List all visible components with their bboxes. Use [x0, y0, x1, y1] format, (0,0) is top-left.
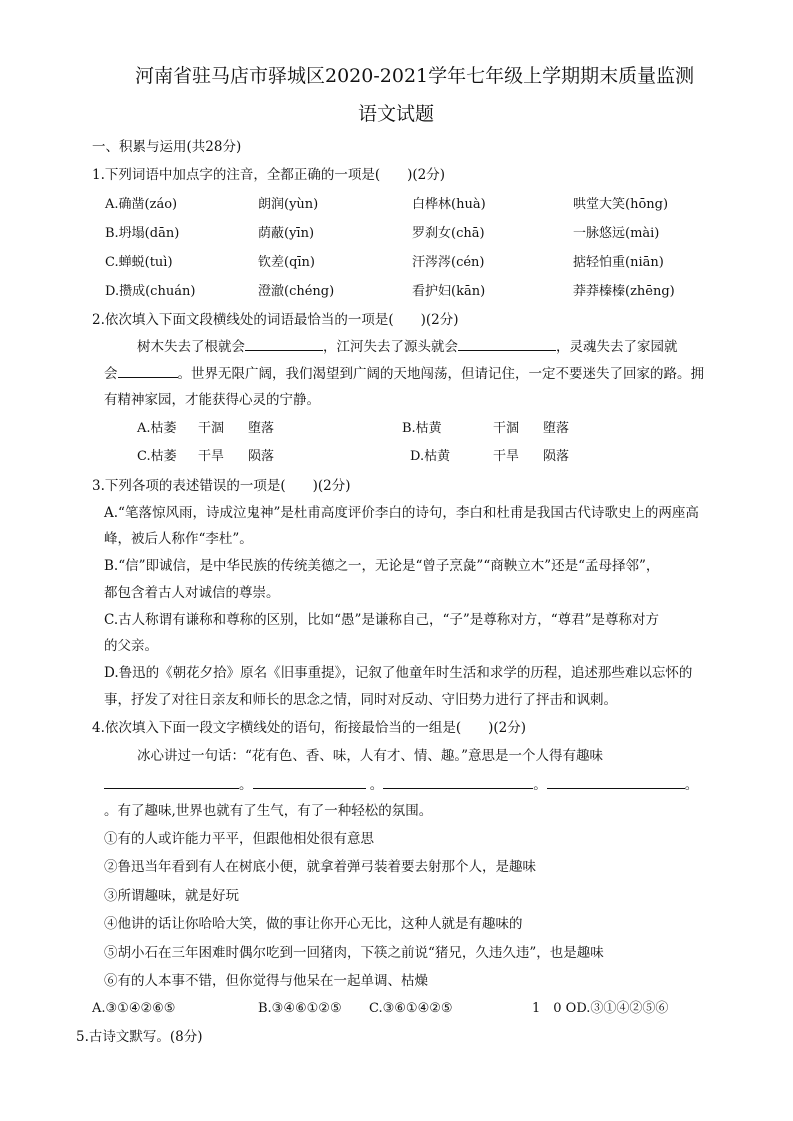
- q2-option: 干旱: [493, 449, 520, 464]
- fill-blank: [104, 776, 239, 789]
- q2-option: 陨落: [543, 449, 570, 464]
- q2-option: 堕落: [248, 421, 275, 436]
- q1-option: C.蝉蜕(tuì): [105, 255, 173, 270]
- q3-option-line: 事，抒发了对往日亲友和师长的思念之情，同时对反动、守旧势力进行了抨击和讽刺。: [104, 692, 617, 708]
- q1-option: 看护妇(kān): [412, 284, 486, 299]
- q3-stem: 3.下列各项的表述错误的一项是( )(2分): [92, 478, 351, 494]
- q2-option: D.枯黄: [410, 449, 451, 464]
- q1-option: 哄堂大笑(hōng): [573, 197, 669, 212]
- q4-continuation: 。有了趣味,世界也就有了生气，有了一种轻松的氛围。: [104, 803, 433, 819]
- section-heading: 一、积累与运用(共28分): [92, 139, 242, 155]
- q4-sep: 。: [365, 777, 384, 793]
- q1-option: 掂轻怕重(niān): [573, 255, 664, 270]
- q1-option: D.攒成(chuán): [105, 284, 196, 299]
- q2-text: ，灵魂失去了家园就: [556, 339, 678, 355]
- fill-blank: [245, 338, 323, 351]
- q2-option: C.枯萎: [137, 449, 177, 464]
- q1-option: 澄澈(chéng): [258, 284, 335, 299]
- q4-option: A.③①④②⑥⑤: [92, 1001, 176, 1016]
- q4-stem: 4.依次填入下面一段文字横线处的语句，衔接最恰当的一组是( )(2分): [92, 720, 527, 736]
- q1-option: 一脉悠远(mài): [573, 226, 660, 241]
- fill-blank: [458, 338, 556, 351]
- q4-sep: 。: [239, 777, 253, 793]
- q4-option: B.③④⑥①②⑤: [258, 1001, 342, 1016]
- q3-option-line: D.鲁迅的《朝花夕拾》原名《旧事重提》，记叙了他童年时生活和求学的历程，追述那些难以忘怀的: [104, 665, 693, 681]
- q2-text: 会: [104, 366, 118, 382]
- q2-option: 干涸: [493, 421, 520, 436]
- q4-option: C.③⑥①④②⑤: [369, 1001, 453, 1016]
- q2-option: A.枯萎: [137, 421, 177, 436]
- q1-option: 莽莽榛榛(zhēng): [573, 284, 675, 299]
- q2-option: 干旱: [198, 449, 225, 464]
- q2-passage-line: 有精神家园，才能获得心灵的宁静。: [104, 392, 320, 408]
- q2-text: 树木失去了根就会: [137, 339, 245, 355]
- q1-stem: 1.下列词语中加点字的注音，全都正确的一项是( )(2分): [92, 167, 446, 183]
- q4-sep: 。: [684, 777, 699, 793]
- q3-option-line: A.“笔落惊风雨，诗成泣鬼神”是杜甫高度评价李白的诗句，李白和杜甫是我国古代诗歌史上的两座高: [104, 505, 699, 521]
- fill-blank: [253, 776, 366, 789]
- q1-option: 钦差(qīn): [258, 255, 315, 270]
- q3-option-line: B.“信”即诚信，是中华民族的传统美德之一，无论是“曾子烹彘”“商鞅立木”还是“孟母择邻”，: [104, 558, 660, 574]
- q2-text: 。世界无限广阔，我们渴望到广阔的天地闯荡，但请记住，一定不要迷失了回家的路。拥: [177, 366, 704, 382]
- q3-option-line: C.古人称谓有谦称和尊称的区别，比如“愚”是谦称自己，“子”是尊称对方，“尊君”是尊称对方: [104, 612, 660, 628]
- q4-blanks-line: [104, 776, 698, 794]
- fill-blank: [547, 776, 685, 789]
- q4-intro: 冰心讲过一句话：“花有色、香、味，人有才、情、趣。”意思是一个人得有趣味: [137, 748, 604, 764]
- q1-option: 汗涔涔(cén): [412, 255, 485, 270]
- q2-passage-line: [104, 365, 704, 383]
- q1-option: 荫蔽(yīn): [258, 226, 315, 241]
- q4-item: ②鲁迅当年看到有人在树底小便，就拿着弹弓装着要去射那个人，是趣味: [104, 859, 536, 875]
- q2-option: 陨落: [248, 449, 275, 464]
- q1-option: 白桦林(huà): [412, 197, 486, 212]
- q2-passage-line: [137, 338, 678, 356]
- q4-item: ⑥有的人本事不错，但你觉得与他呆在一起单调、枯燥: [104, 973, 428, 989]
- q1-option: B.坍塌(dān): [105, 226, 180, 241]
- fill-blank: [383, 776, 533, 789]
- q5-stem: 5.古诗文默写。(8分): [76, 1029, 203, 1045]
- q4-item: ③所谓趣味，就是好玩: [104, 888, 239, 904]
- q4-item: ①有的人或许能力平平，但跟他相处很有意思: [104, 831, 374, 847]
- fill-blank: [118, 365, 178, 378]
- q3-option-line: 都包含着古人对诚信的尊崇。: [104, 585, 280, 601]
- q2-option: B.枯黄: [402, 421, 442, 436]
- q1-option: 朗润(yùn): [258, 197, 319, 212]
- q4-item: ④他讲的话让你哈哈大笑，做的事让你开心无比，这种人就是有趣味的: [104, 916, 523, 932]
- q2-stem: 2.依次填入下面文段横线处的词语最恰当的一项是( )(2分): [92, 312, 459, 328]
- q2-text: ，江河失去了源头就会: [323, 339, 458, 355]
- q3-option-line: 峰，被后人称作“李杜”。: [104, 531, 253, 547]
- q1-option: A.确凿(záo): [105, 197, 178, 212]
- q4-item: ⑤胡小石在三年困难时偶尔吃到一回猪肉，下筷之前说“猪兄，久违久违”，也是趣味: [104, 945, 604, 961]
- exam-subject: 语文试题: [358, 103, 435, 125]
- q4-option: 1 0 OD.③①④②⑤⑥: [532, 1001, 669, 1016]
- q2-option: 干涸: [198, 421, 225, 436]
- q4-sep: 。: [533, 777, 547, 793]
- q2-option: 堕落: [543, 421, 570, 436]
- exam-title: 河南省驻马店市驿城区2020-2021学年七年级上学期期末质量监测: [135, 65, 695, 87]
- q1-option: 罗刹女(chā): [412, 226, 485, 241]
- q3-option-line: 的父亲。: [104, 638, 158, 654]
